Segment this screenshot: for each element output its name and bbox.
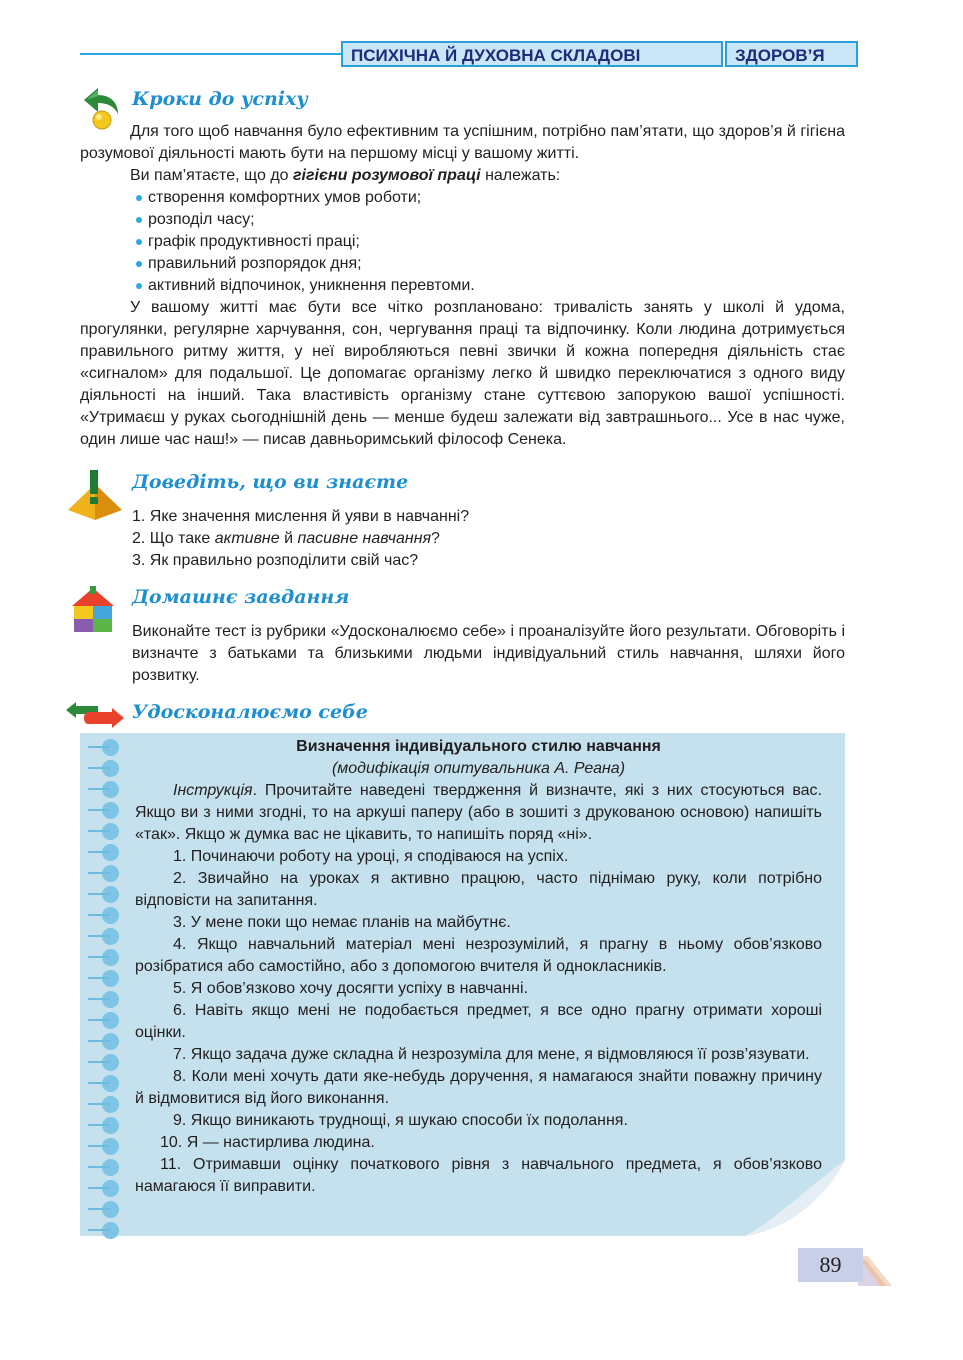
binding-wire	[88, 872, 110, 874]
test-item: 8. Коли мені хочуть дати яке-небудь доручення, я намагаюся знайти поважну причину й відмовитися від його виконання.	[135, 1068, 822, 1107]
test-item: 5. Я обов’язково хочу досягти успіху в навчанні.	[173, 980, 528, 997]
binding-wire	[88, 1040, 110, 1042]
binding-wire	[88, 809, 110, 811]
binding-wire	[88, 1145, 110, 1147]
binding-wire	[88, 935, 110, 937]
header-title-part2: ЗДОРОВ’Я	[725, 41, 858, 67]
paragraph: У вашому житті має бути все чітко розплановано: тривалість занять у школі й удома, прогулянки, регулярне харчування, сон, чергування праці та відпочинку. Коли людина дотримується правильного ритму життя, у неї виробляються певні звички й кожна попередня діяльність стає «сигналом» для подальшої. Це допомагає організму легко й швидко переключатися з одного виду діяльності на інший. Така властивість організму стане суттєвою запорукою вашої успішності. «Утримаєш у руках сьогоднішній день — менше будеш залежати від завтрашнього... Усе в нас чуже, один лише час наш!» — писав давньоримський філософ Сенека.	[80, 299, 845, 448]
test-subtitle: (модифікація опитувальника А. Реана)	[331, 760, 626, 777]
binding-wire	[88, 1082, 110, 1084]
binding-wire	[88, 1187, 110, 1189]
question-2: 2. Що таке активне й пасивне навчання?	[132, 530, 440, 547]
binding-wire	[88, 851, 110, 853]
test-item: 11. Отримавши оцінку початкового рівня з навчального предмета, я обов’язково намагаюся її виправити.	[135, 1156, 822, 1195]
binding-wire	[88, 1061, 110, 1063]
binding-wire	[88, 788, 110, 790]
list-item: активний відпочинок, уникнення перевтоми.	[120, 275, 845, 297]
binding-wire	[88, 956, 110, 958]
instruction-text: Інструкція. Прочитайте наведені твердження й визначте, які з них стосуються вас. Якщо ви з ними згодні, то на аркуші паперу (або в зошиті з друкованою основою) напишіть «так». Якщо ж думка вас не цікавить, то напишіть поряд «ні».	[135, 782, 822, 843]
pyramid-exclamation-icon	[66, 470, 124, 522]
binding-wire	[88, 1103, 110, 1105]
binding-wire	[88, 830, 110, 832]
binding-wire	[88, 1019, 110, 1021]
bullet-list	[80, 187, 845, 297]
binding-wire	[88, 1229, 110, 1231]
test-title: Визначення індивідуального стилю навчання	[296, 738, 661, 755]
binding-wire	[88, 998, 110, 1000]
page-number: 89	[798, 1248, 863, 1282]
test-item: 1. Починаючи роботу на уроці, я сподіваюся на успіх.	[173, 848, 569, 865]
paragraph: Для того щоб навчання було ефективним та успішним, потрібно пам’ятати, що здоров’я й гігієна розумової діяльності мають бути на першому місці у вашому житті.	[80, 123, 845, 162]
header-rule	[80, 53, 342, 55]
test-item: 9. Якщо виникають труднощі, я шукаю способи їх подолання.	[173, 1112, 628, 1129]
binding-wire	[88, 746, 110, 748]
puzzle-house-icon	[70, 586, 116, 634]
binding-wire	[88, 893, 110, 895]
header-title-part1: ПСИХІЧНА Й ДУХОВНА СКЛАДОВІ	[341, 41, 723, 67]
test-item: 6. Навіть якщо мені не подобається предмет, я все одно прагну отримати хороші оцінки.	[135, 1002, 822, 1041]
binding-wire	[88, 767, 110, 769]
test-item: 10. Я — настирлива людина.	[160, 1134, 375, 1151]
binding-wire	[88, 977, 110, 979]
question-3: 3. Як правильно розподілити свій час?	[132, 552, 419, 569]
list-item: правильний розпорядок дня;	[120, 253, 845, 275]
page-tab-stripes	[858, 1256, 892, 1286]
binding-wire	[88, 914, 110, 916]
list-item: розподіл часу;	[120, 209, 845, 231]
binding-wire	[88, 1124, 110, 1126]
test-item: 7. Якщо задача дуже складна й незрозуміла для мене, я відмовляюся її розв’язувати.	[173, 1046, 810, 1063]
section-title-homework: Домашнє завдання	[132, 586, 350, 608]
notebook-binding	[80, 733, 130, 1236]
paragraph: Ви пам’ятаєте, що до гігієни розумової праці належать:	[130, 167, 561, 184]
section-title-prove: Доведіть, що ви знаєте	[132, 471, 409, 493]
list-item: створення комфортних умов роботи;	[120, 187, 845, 209]
test-item: 3. У мене поки що немає планів на майбутнє.	[173, 914, 511, 931]
list-item: графік продуктивності праці;	[120, 231, 845, 253]
section-title-steps: Кроки до успіху	[132, 88, 308, 110]
homework-text: Виконайте тест із рубрики «Удосконалюємо себе» і проаналізуйте його результати. Обговоріть і визначте з батьками та близькими людьми індивідуальний стиль навчання, шляхи його розвитку.	[132, 623, 845, 684]
section-title-improve: Удосконалюємо себе	[132, 701, 368, 723]
test-item: 4. Якщо навчальний матеріал мені незрозумілий, я прагну в ньому обов’язково розібратися або самостійно, або з допомогою вчителя й однокласників.	[135, 936, 822, 975]
binding-wire	[88, 1166, 110, 1168]
test-item: 2. Звичайно на уроках я активно працюю, часто піднімаю руку, коли потрібно відповісти на запитання.	[135, 870, 822, 909]
binding-wire	[88, 1208, 110, 1210]
question-1: 1. Яке значення мислення й уяви в навчанні?	[132, 508, 470, 525]
arrows-left-right-icon	[64, 700, 126, 730]
